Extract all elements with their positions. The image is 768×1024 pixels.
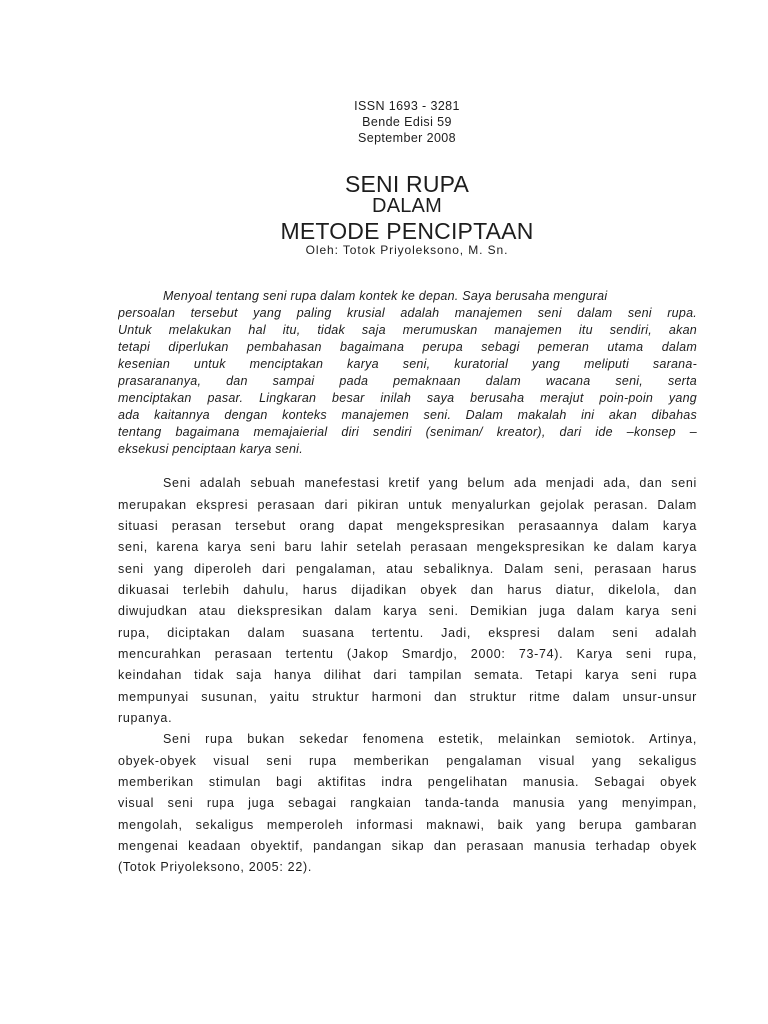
body-paragraph	[118, 473, 697, 729]
body-line: obyek-obyek visual seni rupa memberikan pengalaman visual yang sekaligus	[118, 753, 697, 768]
body-text	[118, 473, 697, 878]
body-line: diwujudkan atau diekspresikan dalam karya seni. Demikian juga dalam karya seni	[118, 604, 697, 619]
body-line: visual seni rupa juga sebagai rangkaian tanda-tanda manusia yang menyimpan,	[118, 796, 697, 811]
title-connector: DALAM	[372, 195, 442, 217]
abstract-line: prasarananya, dan sampai pada pemaknaan dalam wacana seni, serta	[118, 373, 697, 388]
issn-text: ISSN 1693 - 3281	[354, 99, 460, 113]
author-byline: Oleh: Totok Priyoleksono, M. Sn.	[305, 243, 509, 257]
body-line: rupa, diciptakan dalam suasana tertentu. Jadi, ekspresi dalam seni adalah	[118, 625, 697, 640]
body-line: situasi perasan tersebut orang dapat mengekspresikan perasaannya dalam karya	[118, 518, 697, 533]
body-line: mempunyai susunan, yaitu struktur harmoni dan struktur ritme dalam unsur-unsur	[118, 689, 697, 704]
abstract-line: kesenian untuk menciptakan karya seni, kuratorial yang meliputi sarana-	[118, 356, 697, 371]
abstract-line: Untuk melakukan hal itu, tidak saja merumuskan manajemen itu sendiri, akan	[118, 322, 697, 337]
publication-date: September 2008	[357, 131, 457, 145]
body-line: mencurahkan perasaan tertentu (Jakop Smardjo, 2000: 73-74). Karya seni rupa,	[118, 646, 697, 661]
body-line: Seni rupa bukan sekedar fenomena estetik, melainkan semiotok. Artinya,	[163, 732, 697, 747]
body-line: seni, karena karya seni baru lahir setelah perasaan mengekspresikan ke dalam karya	[118, 540, 697, 555]
body-line: Seni adalah sebuah manefestasi kretif yang belum ada menjadi ada, dan seni	[163, 476, 697, 491]
body-line: mengenai keadaan obyektif, pandangan sikap dan perasaan manusia terhadap obyek	[118, 838, 697, 853]
article-subtitle: METODE PENCIPTAAN	[280, 218, 534, 244]
abstract-line: eksekusi penciptaan karya seni.	[118, 442, 303, 457]
abstract-line: tetapi diperlukan pembahasan bagaimana perupa sebagi pemeran utama dalam	[118, 339, 697, 354]
body-line: mengolah, sekaligus memperoleh informasi maknawi, baik yang berupa gambaran	[118, 817, 697, 832]
abstract-line: ada kaitannya dengan konteks manajemen seni. Dalam makalah ini akan dibahas	[118, 408, 697, 423]
edition-text: Bende Edisi 59	[362, 115, 452, 129]
body-line: seni yang diperoleh dari pengalaman, atau sebaliknya. Dalam seni, perasaan harus	[118, 561, 697, 576]
body-line: merupakan ekspresi perasaan dari pikiran untuk menyalurkan gejolak perasan. Dalam	[118, 497, 697, 512]
abstract-line: menciptakan pasar. Lingkaran besar inilah saya berusaha merajut poin-poin yang	[118, 391, 697, 406]
article-title: SENI RUPA	[344, 171, 470, 197]
body-line: memberikan stimulan bagi aktifitas indra pengelihatan manusia. Sebagai obyek	[118, 774, 697, 789]
body-line: (Totok Priyoleksono, 2005: 22).	[118, 860, 313, 875]
body-line: keindahan tidak saja hanya dilihat dari tampilan semata. Tetapi karya seni rupa	[118, 668, 697, 683]
abstract	[118, 288, 697, 459]
body-paragraph	[118, 729, 697, 878]
abstract-line: persoalan tersebut yang paling krusial adalah manajemen seni dalam seni rupa.	[118, 305, 697, 320]
body-line: dikuasai terlebih dahulu, harus dijadikan obyek dan harus diatur, dikelola, dan	[118, 582, 697, 597]
abstract-line: tentang bagaimana memajaierial diri sendiri (seniman/ kreator), dari ide –konsep –	[118, 425, 697, 440]
body-line: rupanya.	[118, 710, 173, 725]
abstract-line: Menyoal tentang seni rupa dalam kontek ke depan. Saya berusaha mengurai	[163, 288, 608, 303]
